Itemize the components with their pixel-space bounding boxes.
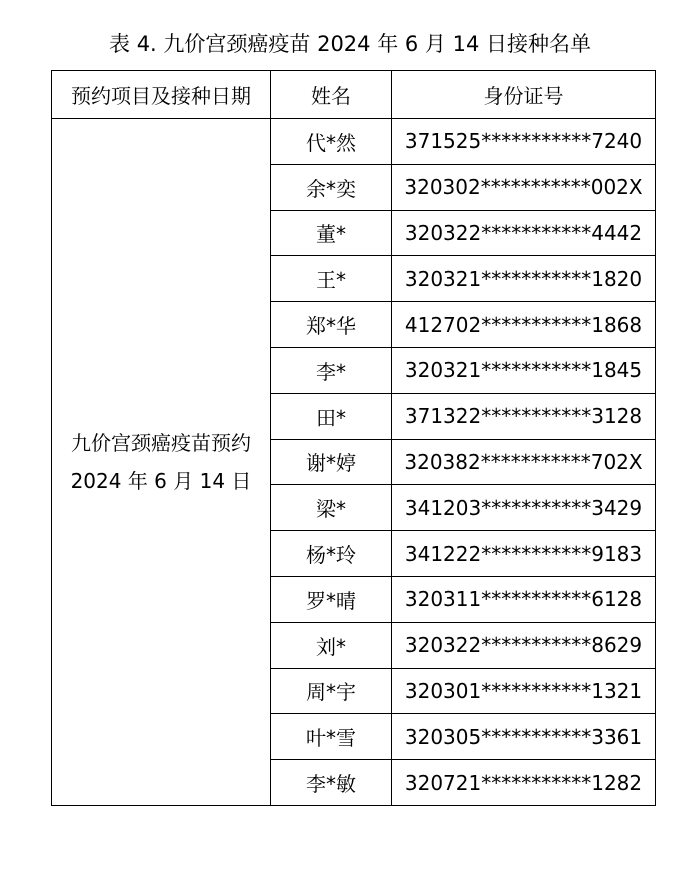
id-number-cell: 320302***********002X (392, 164, 656, 210)
id-number-cell: 341203***********3429 (392, 485, 656, 531)
name-cell: 李*敏 (271, 760, 392, 806)
roster-body (52, 119, 656, 806)
id-number-cell: 320321***********1820 (392, 256, 656, 302)
name-cell: 梁* (271, 485, 392, 531)
name-cell: 杨*玲 (271, 531, 392, 577)
vaccination-roster-table (51, 70, 656, 806)
id-number-cell: 320321***********1845 (392, 347, 656, 393)
header-id-number: 身份证号 (392, 71, 656, 119)
vaccination-date: 2024 年 6 月 14 日 (70, 468, 252, 493)
id-number-cell: 320322***********8629 (392, 622, 656, 668)
name-cell: 余*奕 (271, 164, 392, 210)
project-date-cell (52, 119, 271, 806)
name-cell: 李* (271, 347, 392, 393)
id-number-cell: 320301***********1321 (392, 668, 656, 714)
name-cell: 谢*婷 (271, 439, 392, 485)
name-cell: 叶*雪 (271, 714, 392, 760)
id-number-cell: 320322***********4442 (392, 210, 656, 256)
id-number-cell: 320311***********6128 (392, 576, 656, 622)
name-cell: 代*然 (271, 119, 392, 165)
name-cell: 王* (271, 256, 392, 302)
id-number-cell: 320305***********3361 (392, 714, 656, 760)
project-name: 九价宫颈癌疫苗预约 (71, 430, 251, 455)
name-cell: 刘* (271, 622, 392, 668)
header-row (52, 71, 656, 119)
id-number-cell: 371525***********7240 (392, 119, 656, 165)
table-title: 表 4. 九价宫颈癌疫苗 2024 年 6 月 14 日接种名单 (109, 32, 591, 56)
name-cell: 周*宇 (271, 668, 392, 714)
name-cell: 郑*华 (271, 302, 392, 348)
id-number-cell: 371322***********3128 (392, 393, 656, 439)
header-project-date: 预约项目及接种日期 (52, 71, 271, 119)
table-row (52, 119, 656, 165)
name-cell: 田* (271, 393, 392, 439)
name-cell: 董* (271, 210, 392, 256)
id-number-cell: 341222***********9183 (392, 531, 656, 577)
name-cell: 罗*晴 (271, 576, 392, 622)
id-number-cell: 320382***********702X (392, 439, 656, 485)
header-name: 姓名 (271, 71, 392, 119)
id-number-cell: 412702***********1868 (392, 302, 656, 348)
id-number-cell: 320721***********1282 (392, 760, 656, 806)
